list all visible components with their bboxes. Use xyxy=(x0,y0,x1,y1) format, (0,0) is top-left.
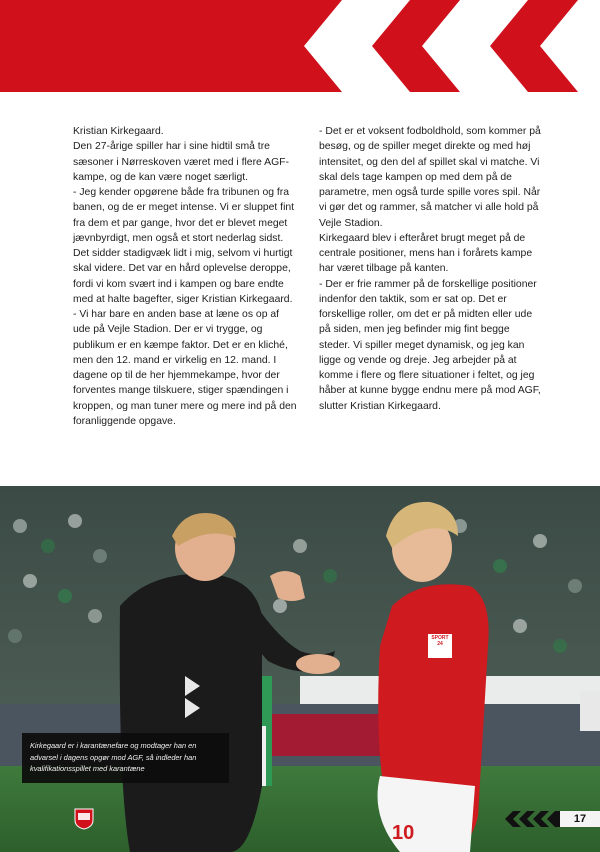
vejle-boldklub-crest-icon xyxy=(74,808,94,830)
header-banner xyxy=(0,0,600,92)
article-paragraph: - Der er frie rammer på de forskellige positioner indenfor den taktik, som er sat op. Det er forskellige roller, om det er på midten eller ude på siden, men jeg befinder mig fint begge steder. Vi spiller meget dynamisk, og jeg kan ligge og vende og dreje. Jeg arbejder på at komme i flere og flere situationer i feltet, og jeg håber at kunne bygge endnu mere på mod AGF, slutter Kristian Kirkegaard. xyxy=(319,278,541,412)
article-paragraph: - Det er et voksent fodboldhold, som kommer på besøg, og de spiller meget direkte og med høj intensitet, og den del af spillet skal vi matche. Vi skal dels tage kampen op med dem på de parametre, men også turde spille vores spil. Når vi gør det og rammer, så matcher vi alle hold på Vejle Stadion. xyxy=(319,126,541,229)
article-right-column xyxy=(319,124,543,429)
chevron-left-icon xyxy=(505,811,561,827)
match-photo xyxy=(0,486,600,852)
article-paragraph: Den 27-årige spiller har i sine hidtil små tre sæsoner i Nørreskoven været med i flere AGF-kampe, og de kan være noget særligt. xyxy=(73,141,289,183)
article-paragraph: - Vi har bare en anden base at læne os op af ude på Vejle Stadion. Der er vi trygge, og publikum er en kæmpe faktor. Det er en kliché, men den 12. mand er virkelig en 12. mand. I dagene op til de her hjemmekampe, hvor der forventes mange tilskuere, stiger spændingen i kroppen, og man tuner mere og mere ind på den foranliggende opgave. xyxy=(73,309,297,427)
shirt-sponsor-text: SPORT 24 xyxy=(431,635,449,647)
article-body xyxy=(73,124,543,429)
article-left-column xyxy=(73,124,297,429)
photo-caption-text: Kirkegaard er i karantænefare og modtager han en advarsel i dagens opgør mod AGF, så indleder han kvalifikationsspillet med karantæne xyxy=(30,741,197,773)
referee-and-player-illustration xyxy=(0,486,600,852)
shirt-number: 10 xyxy=(392,822,415,844)
article-paragraph: - Jeg kender opgørene både fra tribunen og fra banen, og de er meget intense. Vi er sluppet fint fra dem et par gange, hvor det er blevet meget jævnbyrdigt, men også et stort nederlag sidst. Det sidder stadigvæk lidt i mig, selvom vi hurtigt skal videre. Det var en hård oplevelse deroppe, fordi vi kom svært ind i kampen og bare endte med at halte bagefter, siger Kristian Kirkegaard. xyxy=(73,187,295,305)
chevron-stripes-icon xyxy=(0,0,600,92)
page-number: 17 xyxy=(560,811,600,827)
article-paragraph: Kirkegaard blev i efteråret brugt meget på de centrale positioner, mens han i forårets kampe har været tilbage på kanten. xyxy=(319,232,533,275)
photo-caption xyxy=(22,733,229,783)
article-paragraph: Kristian Kirkegaard. xyxy=(73,126,164,137)
